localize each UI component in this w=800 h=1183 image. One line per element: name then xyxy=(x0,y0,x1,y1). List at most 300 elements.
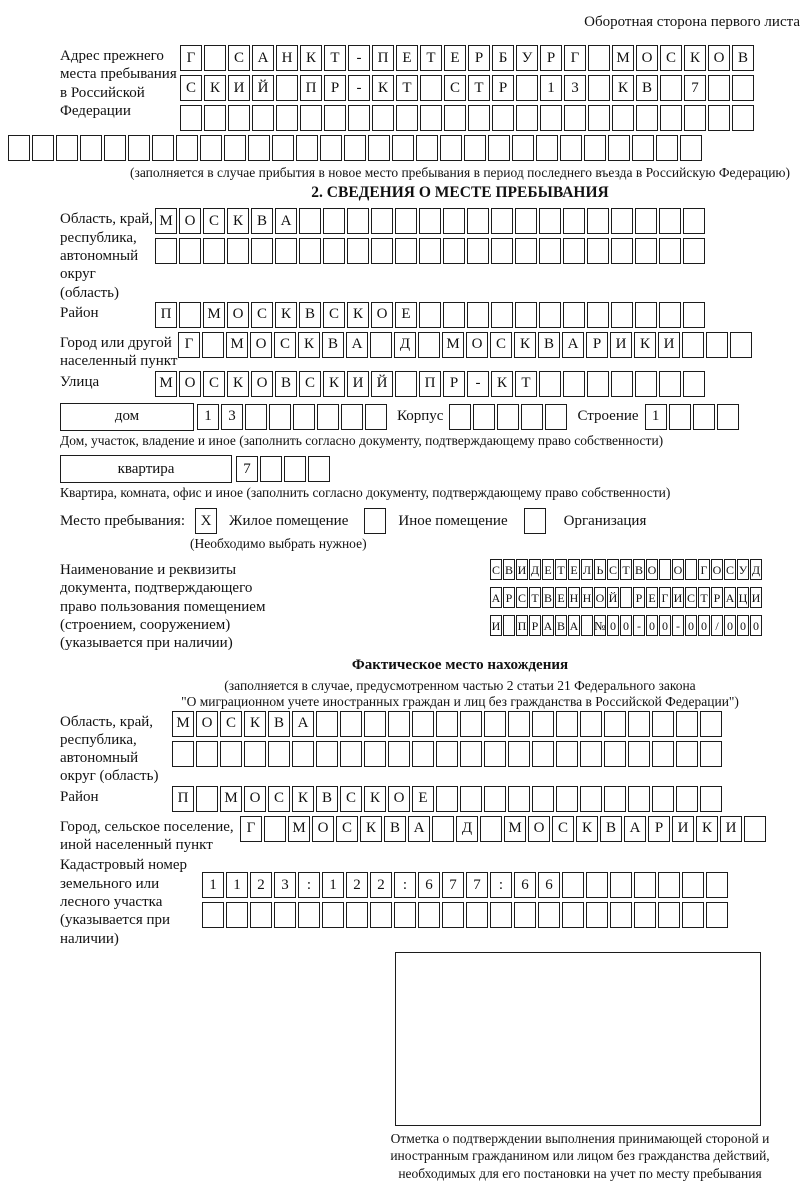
char-box: К xyxy=(514,332,536,358)
char-box: К xyxy=(227,371,249,397)
char-box xyxy=(628,711,650,737)
char-box: С xyxy=(268,786,290,812)
char-box xyxy=(322,902,344,928)
char-box: А xyxy=(624,816,646,842)
char-box xyxy=(348,105,370,131)
char-box: Р xyxy=(633,587,645,608)
char-box xyxy=(484,786,506,812)
char-box: Н xyxy=(568,587,580,608)
title-document-row-1 xyxy=(490,559,763,580)
char-box xyxy=(580,711,602,737)
char-box xyxy=(717,404,739,430)
cadastre-block xyxy=(60,854,800,947)
char-box xyxy=(685,559,697,580)
char-box xyxy=(364,508,386,534)
char-box xyxy=(587,302,609,328)
char-box xyxy=(490,902,512,928)
char-box: Г xyxy=(240,816,262,842)
char-box: А xyxy=(724,587,736,608)
char-box: А xyxy=(562,332,584,358)
char-box: Р xyxy=(443,371,465,397)
char-box: У xyxy=(737,559,749,580)
char-box: А xyxy=(292,711,314,737)
char-box xyxy=(443,208,465,234)
char-box xyxy=(524,508,546,534)
char-box: 2 xyxy=(370,872,392,898)
char-box xyxy=(202,902,224,928)
char-box xyxy=(628,741,650,767)
char-box: В xyxy=(600,816,622,842)
char-box xyxy=(443,302,465,328)
char-box: И xyxy=(672,587,684,608)
char-box xyxy=(179,302,201,328)
char-box xyxy=(371,208,393,234)
char-box xyxy=(317,404,339,430)
char-box: Й xyxy=(371,371,393,397)
char-box xyxy=(395,238,417,264)
char-box: Т xyxy=(620,559,632,580)
char-box xyxy=(515,208,537,234)
char-box xyxy=(634,872,656,898)
char-box xyxy=(564,105,586,131)
char-box: 1 xyxy=(197,404,219,430)
char-box xyxy=(269,404,291,430)
char-box: 7 xyxy=(236,456,258,482)
char-box: К xyxy=(347,302,369,328)
char-box: Е xyxy=(542,559,554,580)
char-box xyxy=(228,105,250,131)
char-box xyxy=(516,105,538,131)
char-box: Т xyxy=(698,587,710,608)
char-box xyxy=(176,135,198,161)
char-box: И xyxy=(672,816,694,842)
region-row-1 xyxy=(155,208,707,234)
char-box: Е xyxy=(396,45,418,71)
region-label: Область, край, республика, автономный округ (область) xyxy=(60,211,154,301)
char-box: И xyxy=(228,75,250,101)
char-box xyxy=(680,135,702,161)
char-box: Т xyxy=(555,559,567,580)
char-box xyxy=(260,456,282,482)
char-box xyxy=(604,786,626,812)
char-box: О xyxy=(179,208,201,234)
char-box: Е xyxy=(395,302,417,328)
char-box: О xyxy=(250,332,272,358)
char-box xyxy=(521,404,543,430)
char-box: О xyxy=(196,711,218,737)
char-box xyxy=(298,902,320,928)
cadastre-label: Кадастровый номер земельного или лесного участка (указывается при наличии) xyxy=(60,857,187,947)
street-row xyxy=(155,371,707,397)
stay-type-caption: (Необходимо выбрать нужное) xyxy=(190,536,367,552)
char-box xyxy=(556,711,578,737)
char-box xyxy=(635,302,657,328)
char-box: Д xyxy=(456,816,478,842)
title-document-block xyxy=(60,559,800,652)
char-box: К xyxy=(634,332,656,358)
char-box xyxy=(700,786,722,812)
char-box xyxy=(539,208,561,234)
char-box xyxy=(340,741,362,767)
char-box xyxy=(611,302,633,328)
char-box xyxy=(420,75,442,101)
char-box: 0 xyxy=(659,615,671,636)
char-box xyxy=(659,208,681,234)
char-box xyxy=(562,872,584,898)
char-box: К xyxy=(684,45,706,71)
char-box xyxy=(556,741,578,767)
char-box xyxy=(220,741,242,767)
korpus-row xyxy=(449,404,569,430)
char-box xyxy=(155,238,177,264)
char-box xyxy=(316,711,338,737)
char-box: К xyxy=(364,786,386,812)
char-box xyxy=(395,371,417,397)
char-box: Г xyxy=(178,332,200,358)
char-box xyxy=(488,135,510,161)
char-box xyxy=(611,208,633,234)
char-box xyxy=(436,711,458,737)
char-box xyxy=(316,741,338,767)
char-box xyxy=(604,741,626,767)
char-box xyxy=(532,741,554,767)
char-box: Е xyxy=(412,786,434,812)
char-box xyxy=(659,238,681,264)
char-box: К xyxy=(491,371,513,397)
char-box xyxy=(484,741,506,767)
char-box: С xyxy=(516,587,528,608)
char-box: Р xyxy=(540,45,562,71)
char-box xyxy=(608,135,630,161)
char-box: 1 xyxy=(540,75,562,101)
cadastre-row-1 xyxy=(202,872,730,898)
char-box: 1 xyxy=(226,872,248,898)
char-box: Б xyxy=(492,45,514,71)
char-box xyxy=(371,238,393,264)
char-box xyxy=(682,332,704,358)
char-box xyxy=(323,208,345,234)
char-box: 3 xyxy=(274,872,296,898)
apartment-block xyxy=(60,455,800,483)
char-box xyxy=(516,75,538,101)
char-box: Ц xyxy=(737,587,749,608)
prev-address-block xyxy=(60,45,800,135)
char-box: : xyxy=(298,872,320,898)
prev-address-caption: (заполняется в случае прибытия в новое место пребывания в период последнего въезда в Российскую Федерацию) xyxy=(129,165,791,180)
char-box: Р xyxy=(711,587,723,608)
char-box xyxy=(587,208,609,234)
char-box: С xyxy=(203,208,225,234)
char-box: № xyxy=(594,615,606,636)
char-box: М xyxy=(155,208,177,234)
char-box: Р xyxy=(492,75,514,101)
char-box: 0 xyxy=(685,615,697,636)
char-box: - xyxy=(467,371,489,397)
char-box xyxy=(514,902,536,928)
char-box xyxy=(706,902,728,928)
char-box: Й xyxy=(607,587,619,608)
char-box xyxy=(497,404,519,430)
char-box: 0 xyxy=(750,615,762,636)
char-box xyxy=(440,135,462,161)
char-box xyxy=(532,786,554,812)
stroenie-row xyxy=(645,404,741,430)
char-box xyxy=(324,105,346,131)
char-box: / xyxy=(711,615,723,636)
char-box xyxy=(276,75,298,101)
char-box xyxy=(658,902,680,928)
char-box xyxy=(676,711,698,737)
char-box xyxy=(635,238,657,264)
char-box: М xyxy=(172,711,194,737)
char-box xyxy=(634,902,656,928)
char-box xyxy=(460,786,482,812)
char-box: С xyxy=(552,816,574,842)
char-box xyxy=(682,872,704,898)
char-box xyxy=(730,332,752,358)
char-box xyxy=(394,902,416,928)
char-box: О xyxy=(179,371,201,397)
char-box xyxy=(292,741,314,767)
title-document-row-3 xyxy=(490,615,763,636)
char-box xyxy=(347,238,369,264)
fact-region-label: Область, край, республика, автономный округ (область) xyxy=(60,713,159,785)
char-box: К xyxy=(227,208,249,234)
option-residential-label: Жилое помещение xyxy=(229,512,349,529)
char-box xyxy=(604,711,626,737)
char-box: В xyxy=(275,371,297,397)
char-box: Т xyxy=(420,45,442,71)
char-box xyxy=(466,902,488,928)
char-box xyxy=(540,105,562,131)
fact-location-caption-2: "О миграционном учете иностранных граждан и лиц без гражданства в Российской Федерации") xyxy=(181,694,739,710)
prev-address-label: Адрес прежнего места пребывания в Российской Федерации xyxy=(60,48,177,119)
char-box: К xyxy=(204,75,226,101)
char-box: О xyxy=(227,302,249,328)
char-box xyxy=(588,45,610,71)
char-box xyxy=(299,238,321,264)
option-other-premises-label: Иное помещение xyxy=(398,512,508,529)
char-box: - xyxy=(633,615,645,636)
char-box: - xyxy=(672,615,684,636)
char-box: 0 xyxy=(724,615,736,636)
stroenie-label: Строение xyxy=(577,408,639,425)
char-box xyxy=(346,902,368,928)
char-box: С xyxy=(251,302,273,328)
region-row-2 xyxy=(155,238,707,264)
char-box: - xyxy=(348,75,370,101)
char-box: А xyxy=(490,587,502,608)
char-box xyxy=(611,238,633,264)
char-box: Т xyxy=(529,587,541,608)
char-box xyxy=(683,238,705,264)
char-box: Г xyxy=(659,587,671,608)
fact-region-block xyxy=(60,711,800,786)
char-box: В xyxy=(299,302,321,328)
char-box: Е xyxy=(555,587,567,608)
char-box xyxy=(682,902,704,928)
char-box xyxy=(676,786,698,812)
char-box: 0 xyxy=(607,615,619,636)
char-box xyxy=(538,902,560,928)
char-box: М xyxy=(504,816,526,842)
char-box: А xyxy=(252,45,274,71)
char-box xyxy=(468,105,490,131)
char-box xyxy=(610,902,632,928)
char-box xyxy=(412,741,434,767)
fact-district-row xyxy=(172,786,724,812)
char-box xyxy=(545,404,567,430)
char-box xyxy=(652,786,674,812)
char-box xyxy=(484,711,506,737)
confirmation-stamp-box xyxy=(395,952,761,1126)
char-box: С xyxy=(490,332,512,358)
char-box xyxy=(467,208,489,234)
char-box xyxy=(128,135,150,161)
prev-address-row-1 xyxy=(180,45,756,71)
char-box xyxy=(658,872,680,898)
char-box: И xyxy=(658,332,680,358)
char-box xyxy=(80,135,102,161)
char-box: О xyxy=(466,332,488,358)
checkbox-other-premises xyxy=(364,508,388,534)
char-box: Й xyxy=(252,75,274,101)
korpus-label: Корпус xyxy=(397,408,444,425)
char-box xyxy=(700,711,722,737)
char-box xyxy=(272,135,294,161)
char-box: И xyxy=(610,332,632,358)
char-box xyxy=(659,371,681,397)
char-box xyxy=(508,741,530,767)
char-box: Н xyxy=(581,587,593,608)
char-box xyxy=(580,741,602,767)
char-box: А xyxy=(568,615,580,636)
checkbox-residential xyxy=(195,508,219,534)
char-box xyxy=(683,371,705,397)
char-box xyxy=(203,238,225,264)
char-box xyxy=(683,208,705,234)
char-box xyxy=(104,135,126,161)
char-box xyxy=(443,238,465,264)
char-box: М xyxy=(226,332,248,358)
char-box xyxy=(708,75,730,101)
char-box: 0 xyxy=(620,615,632,636)
char-box: Р xyxy=(648,816,670,842)
char-box: 0 xyxy=(737,615,749,636)
char-box: С xyxy=(490,559,502,580)
char-box: В xyxy=(542,587,554,608)
char-box: Р xyxy=(586,332,608,358)
char-box xyxy=(204,45,226,71)
char-box: О xyxy=(528,816,550,842)
char-box xyxy=(418,902,440,928)
apartment-caption: Квартира, комната, офис и иное (заполнить согласно документу, подтверждающему право собственности) xyxy=(60,485,671,501)
char-box: Р xyxy=(468,45,490,71)
prev-address-row-4 xyxy=(8,135,800,161)
house-caption: Дом, участок, владение и иное (заполнить согласно документу, подтверждающему право собственности) xyxy=(60,432,664,448)
char-box xyxy=(636,105,658,131)
char-box: X xyxy=(195,508,217,534)
char-box xyxy=(419,238,441,264)
char-box xyxy=(611,371,633,397)
char-box: К xyxy=(612,75,634,101)
char-box xyxy=(196,786,218,812)
char-box xyxy=(586,902,608,928)
char-box xyxy=(532,711,554,737)
char-box xyxy=(676,741,698,767)
char-box xyxy=(467,302,489,328)
char-box: О xyxy=(388,786,410,812)
char-box xyxy=(464,135,486,161)
char-box: 7 xyxy=(442,872,464,898)
char-box: О xyxy=(244,786,266,812)
char-box: 7 xyxy=(466,872,488,898)
char-box: К xyxy=(244,711,266,737)
char-box xyxy=(515,302,537,328)
char-box xyxy=(370,332,392,358)
char-box: Р xyxy=(503,587,515,608)
stay-type-block xyxy=(60,508,800,534)
char-box xyxy=(341,404,363,430)
char-box xyxy=(612,105,634,131)
char-box: 3 xyxy=(564,75,586,101)
region-block xyxy=(60,208,800,301)
char-box: Е xyxy=(646,587,658,608)
char-box: В xyxy=(732,45,754,71)
char-box xyxy=(587,371,609,397)
char-box: 2 xyxy=(346,872,368,898)
char-box xyxy=(669,404,691,430)
char-box: 6 xyxy=(514,872,536,898)
char-box xyxy=(588,105,610,131)
char-box xyxy=(586,872,608,898)
char-box xyxy=(372,105,394,131)
char-box: О xyxy=(711,559,723,580)
char-box xyxy=(296,135,318,161)
char-box xyxy=(503,615,515,636)
prev-address-row-2 xyxy=(180,75,756,101)
char-box: К xyxy=(360,816,382,842)
char-box xyxy=(659,559,671,580)
char-box xyxy=(539,238,561,264)
char-box: 0 xyxy=(646,615,658,636)
fact-location-caption-1: (заполняется в случае, предусмотренном частью 2 статьи 21 Федерального закона xyxy=(224,677,696,693)
char-box xyxy=(204,105,226,131)
char-box: С xyxy=(323,302,345,328)
char-box xyxy=(656,135,678,161)
char-box xyxy=(284,456,306,482)
char-box: 6 xyxy=(418,872,440,898)
char-box xyxy=(388,711,410,737)
char-box xyxy=(480,816,502,842)
char-box xyxy=(660,105,682,131)
char-box xyxy=(508,786,530,812)
char-box: 1 xyxy=(322,872,344,898)
title-document-row-2 xyxy=(490,587,763,608)
char-box: П xyxy=(372,45,394,71)
char-box: И xyxy=(347,371,369,397)
city-block xyxy=(60,332,800,371)
fact-region-row-2 xyxy=(172,741,724,767)
confirmation-note: Отметка о подтверждении выполнения принимающей стороной и иностранным гражданином или лицом без гражданства действий, необходимых для его постановки на учет по месту пребывания xyxy=(390,1130,770,1181)
fact-region-row-1 xyxy=(172,711,724,737)
char-box xyxy=(708,105,730,131)
char-box xyxy=(244,741,266,767)
char-box xyxy=(652,711,674,737)
char-box xyxy=(245,404,267,430)
street-block xyxy=(60,371,800,401)
char-box: Т xyxy=(468,75,490,101)
